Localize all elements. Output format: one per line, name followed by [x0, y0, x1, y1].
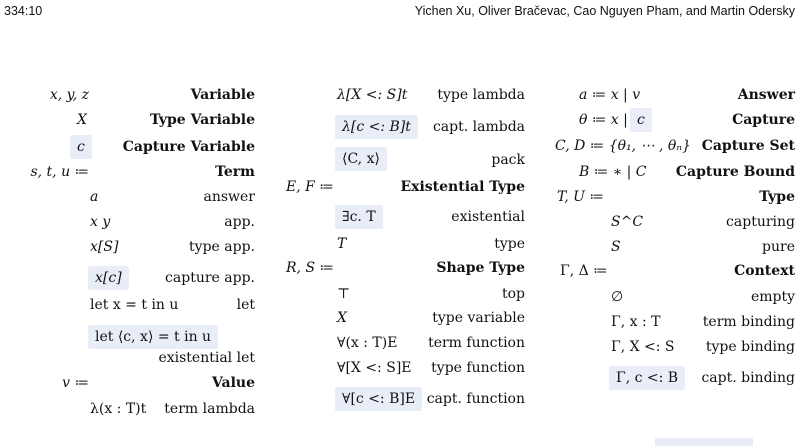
let-symbol: let x = t in u	[90, 297, 179, 313]
let-label: let	[236, 297, 255, 313]
empty-label: empty	[750, 289, 795, 305]
pure-symbol: S	[611, 239, 621, 255]
pack-symbol: ⟨C, x⟩	[335, 147, 387, 171]
capture-variable-alt: c	[630, 108, 652, 132]
author-line: Yichen Xu, Oliver Bračevac, Cao Nguyen Pham, and Martin Odersky	[414, 4, 795, 18]
type-grammar-label: Type	[759, 189, 795, 205]
app-label: app.	[224, 214, 255, 230]
capt-lambda-symbol: λ[c <: B]t	[335, 115, 418, 139]
capt-function-symbol: ∀[c <: B]E	[335, 387, 422, 411]
type-variable-label: Type Variable	[149, 112, 255, 128]
existential-label: existential	[451, 209, 525, 225]
shape-type-label: Shape Type	[436, 260, 525, 276]
existential-type-label: Existential Type	[400, 179, 525, 195]
capture-bound-label: Capture Bound	[675, 164, 795, 180]
capture-variable-symbol: c	[70, 135, 92, 159]
type-function-label: type function	[431, 360, 525, 376]
term-label: Term	[215, 164, 255, 180]
type-function-symbol: ∀[X <: S]E	[337, 360, 412, 376]
app-symbol: x y	[90, 214, 111, 230]
answer-grammar-label: Answer	[737, 87, 795, 103]
type-variable-symbol: X	[337, 310, 347, 326]
context-symbol: Γ, Δ ≔	[560, 263, 608, 279]
capt-function-label: capt. function	[426, 391, 525, 407]
type-lambda-label: type lambda	[437, 87, 525, 103]
context-label: Context	[734, 263, 795, 279]
pack-label: pack	[491, 152, 525, 168]
existential-type-symbol: E, F ≔	[286, 179, 334, 195]
type-app-symbol: x[S]	[90, 239, 119, 255]
capturing-label: capturing	[726, 214, 795, 230]
page-number: 334:10	[4, 4, 43, 18]
value-label: Value	[211, 375, 255, 391]
capture-app-symbol: x[c]	[88, 266, 129, 290]
existential-let-symbol: let ⟨c, x⟩ = t in u	[88, 325, 218, 349]
type-app-label: type app.	[189, 239, 255, 255]
type-binding-symbol: Γ, X <: S	[611, 339, 675, 355]
variable-symbol: x, y, z	[49, 87, 89, 103]
shape-type-symbol: R, S ≔	[286, 260, 334, 276]
answer-symbol: a	[90, 189, 99, 205]
existential-let-label: existential let	[158, 350, 255, 366]
capture-app-label: capture app.	[165, 270, 255, 286]
existential-symbol: ∃c. T	[335, 205, 383, 229]
term-symbol: s, t, u ≔	[30, 164, 89, 180]
capture-set-label: Capture Set	[701, 138, 795, 154]
type-variable-symbol: X	[77, 112, 87, 128]
top-symbol: ⊤	[337, 286, 351, 302]
empty-symbol: ∅	[611, 289, 624, 305]
term-binding-label: term binding	[702, 314, 795, 330]
term-function-symbol: ∀(x : T)E	[337, 335, 398, 351]
term-function-label: term function	[428, 335, 525, 351]
capt-binding-label: capt. binding	[701, 370, 795, 386]
type-label: type	[494, 236, 525, 252]
pure-label: pure	[762, 239, 795, 255]
term-binding-symbol: Γ, x : T	[611, 314, 661, 330]
capture-set-symbol: C, D ≔ {θ₁, ⋯ , θₙ}	[555, 138, 691, 154]
top-label: top	[501, 286, 525, 302]
capture-variable-label: Capture Variable	[122, 139, 255, 155]
capt-lambda-label: capt. lambda	[432, 119, 525, 135]
capture-symbol: θ ≔ x |	[579, 112, 628, 128]
type-lambda-symbol: λ[X <: S]t	[337, 87, 408, 103]
value-symbol: v ≔	[62, 375, 89, 391]
type-symbol: T	[337, 236, 347, 252]
answer-label: answer	[203, 189, 255, 205]
type-variable-label: type variable	[432, 310, 525, 326]
variable-label: Variable	[190, 87, 255, 103]
capt-binding-symbol: Γ, c <: B	[609, 366, 685, 390]
capturing-symbol: S^C	[611, 214, 644, 230]
type-binding-label: type binding	[705, 339, 795, 355]
type-grammar-symbol: T, U ≔	[557, 189, 604, 205]
term-lambda-symbol: λ(x : T)t	[90, 401, 147, 417]
answer-grammar-symbol: a ≔ x | v	[579, 87, 641, 103]
capture-label: Capture	[732, 112, 795, 128]
capture-bound-symbol: B ≔ ∗ | C	[579, 164, 647, 180]
term-lambda-label: term lambda	[164, 401, 255, 417]
